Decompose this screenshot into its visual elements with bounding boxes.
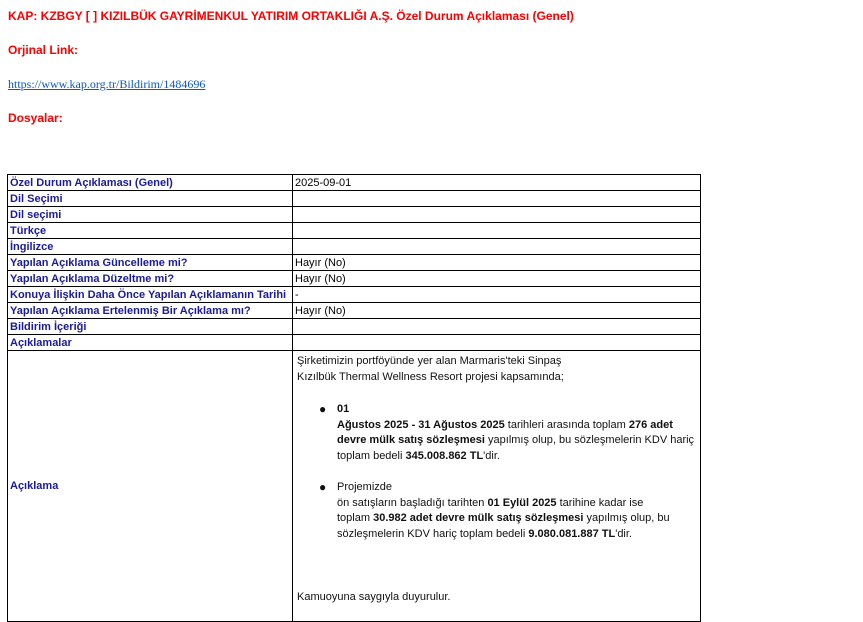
sale-count: 30.982 adet devre mülk satış sözleşmesi (373, 512, 584, 524)
amount: 345.008.862 TL (405, 449, 484, 462)
text-span: tarihine kadar ise (556, 496, 644, 509)
row-label: Dil seçimi (8, 207, 293, 223)
text-span: yapılmış olup, bu sözleşmelerin KDV hariç (484, 434, 695, 446)
row-value (293, 319, 701, 335)
intro-text (297, 354, 577, 385)
text-span: sözleşmelerin KDV hariç toplam bedeli (337, 527, 529, 540)
table-row (8, 271, 701, 287)
sale-count: 276 adet (628, 418, 673, 431)
row-value (293, 207, 701, 223)
aciklama-label: Açıklama (8, 351, 293, 622)
files-label: Dosyalar: (8, 111, 63, 125)
row-label: Açıklamalar (8, 335, 293, 351)
date-range: Ağustos 2025 - 31 Ağustos 2025 (337, 418, 505, 431)
amount: 9.080.081.887 TL (528, 527, 616, 540)
text-span: toplam bedeli (337, 449, 406, 462)
table-row (8, 335, 701, 351)
list-item (319, 402, 701, 464)
text-span: tarihleri arasında toplam (504, 418, 629, 431)
row-value (293, 191, 701, 207)
row-label: Dil Seçimi (8, 191, 293, 207)
bullet-number: 01 (337, 403, 350, 415)
row-value (293, 223, 701, 239)
row-value (293, 239, 701, 255)
row-label: Yapılan Açıklama Güncelleme mi? (8, 255, 293, 271)
text-span: toplam (337, 512, 374, 524)
row-value: Hayır (No) (293, 303, 701, 319)
text-span: Projemizde (337, 481, 393, 493)
intro-line: Şirketimizin portföyünde yer alan Marmaris'teki Sinpaş (297, 355, 562, 367)
original-link[interactable]: https://www.kap.org.tr/Bildirim/1484696 (8, 77, 206, 91)
table-row (8, 223, 701, 239)
table-row (8, 351, 701, 622)
list-item (319, 480, 701, 542)
table-row (8, 303, 701, 319)
row-value: Hayır (No) (293, 255, 701, 271)
row-label: Türkçe (8, 223, 293, 239)
bullet-icon: ● (319, 402, 327, 416)
date: 01 Eylül 2025 (487, 496, 557, 509)
table-row (8, 191, 701, 207)
row-value (293, 335, 701, 351)
text-span: 'dir. (483, 449, 500, 462)
table-row (8, 239, 701, 255)
bullet-icon: ● (319, 480, 327, 494)
original-link-label: Orjinal Link: (8, 43, 79, 57)
contract-type: devre mülk satış sözleşmesi (337, 434, 485, 446)
row-label: Bildirim İçeriği (8, 319, 293, 335)
table-row (8, 255, 701, 271)
row-label: Yapılan Açıklama Düzeltme mi? (8, 271, 293, 287)
table-row (8, 287, 701, 303)
row-value: Hayır (No) (293, 271, 701, 287)
page-title: KAP: KZBGY [ ] KIZILBÜK GAYRİMENKUL YATIRIM ORTAKLIĞI A.Ş. Özel Durum Açıklaması (Genel) (8, 9, 574, 23)
intro-line: Kızılbük Thermal Wellness Resort projesi kapsamında; (297, 370, 564, 383)
row-label: Konuya İlişkin Daha Önce Yapılan Açıklamanın Tarihi (8, 287, 293, 303)
aciklama-content (293, 351, 701, 622)
row-label: Yapılan Açıklama Ertelenmiş Bir Açıklama mı? (8, 303, 293, 319)
table-row (8, 319, 701, 335)
text-span: 'dir. (615, 527, 632, 540)
disclosure-table (7, 174, 701, 622)
row-label: Özel Durum Açıklaması (Genel) (8, 175, 293, 191)
text-span: ön satışların başladığı tarihten (337, 496, 488, 509)
table-row (8, 175, 701, 191)
row-value: 2025-09-01 (293, 175, 701, 191)
row-label: İngilizce (8, 239, 293, 255)
closing-text: Kamuoyuna saygıyla duyurulur. (297, 591, 451, 603)
row-value: - (293, 287, 701, 303)
text-span: yapılmış olup, bu (583, 512, 670, 524)
table-row (8, 207, 701, 223)
